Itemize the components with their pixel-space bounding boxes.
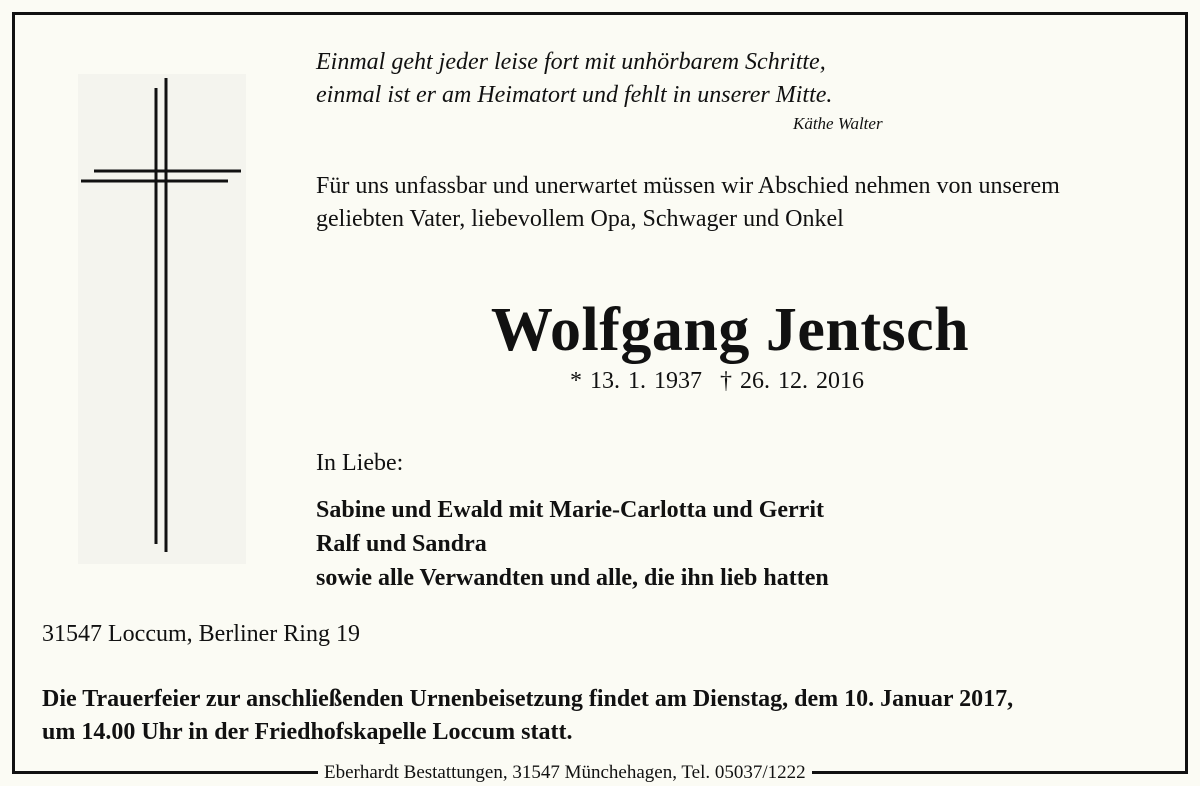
birth-date: * 13. 1. 1937 xyxy=(570,368,702,394)
address: 31547 Loccum, Berliner Ring 19 xyxy=(42,621,360,647)
intro-line-1: Für uns unfassbar und unerwartet müssen wir Abschied nehmen von unserem xyxy=(316,173,1060,199)
intro-text xyxy=(316,170,1196,236)
intro-line-2: geliebten Vater, liebevollem Opa, Schwager und Onkel xyxy=(316,206,844,232)
death-date: † 26. 12. 2016 xyxy=(720,368,864,394)
poem-author: Käthe Walter xyxy=(793,114,883,133)
funeral-info xyxy=(42,683,1192,749)
poem xyxy=(316,46,832,112)
mourners-heading: In Liebe: xyxy=(316,450,404,476)
poem-line-2: einmal ist er am Heimatort und fehlt in unserer Mitte. xyxy=(316,82,833,108)
funeral-line-1: Die Trauerfeier zur anschließenden Urnenbeisetzung findet am Dienstag, dem 10. Januar 2017, xyxy=(42,686,1014,712)
funeral-line-2: um 14.00 Uhr in der Friedhofskapelle Loccum statt. xyxy=(42,719,573,745)
footer-undertaker: Eberhardt Bestattungen, 31547 Münchehagen, Tel. 05037/1222 xyxy=(318,760,812,786)
life-dates xyxy=(570,368,864,395)
mourners-line-3: sowie alle Verwandten und alle, die ihn lieb hatten xyxy=(316,565,829,591)
mourners-line-1: Sabine und Ewald mit Marie-Carlotta und Gerrit xyxy=(316,497,824,523)
mourners-list xyxy=(316,493,829,595)
poem-line-1: Einmal geht jeder leise fort mit unhörbarem Schritte, xyxy=(316,49,826,75)
mourners-line-2: Ralf und Sandra xyxy=(316,531,487,557)
deceased-name: Wolfgang Jentsch xyxy=(490,296,970,364)
